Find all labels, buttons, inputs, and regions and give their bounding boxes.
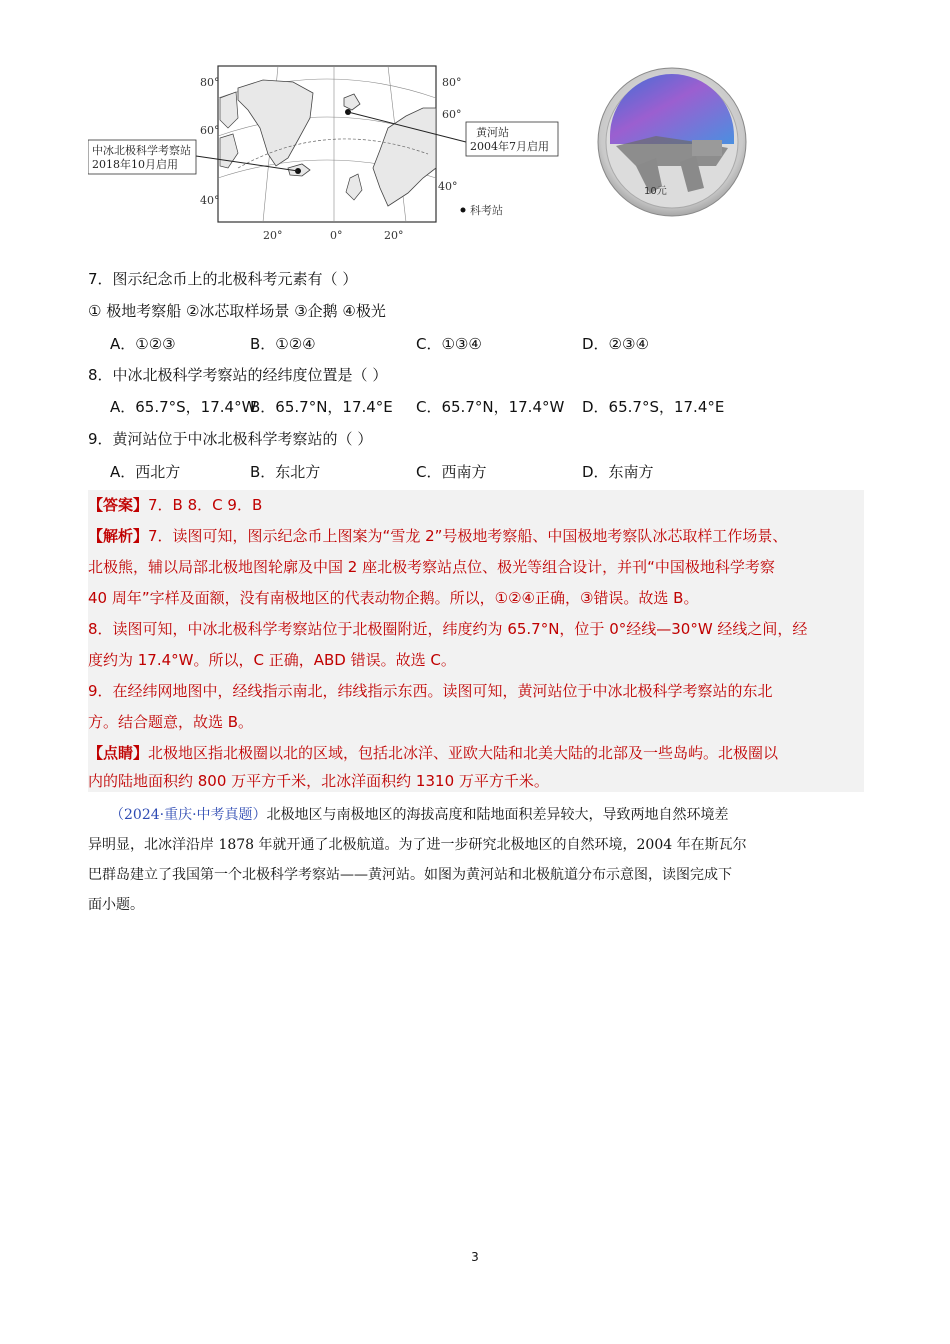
lon-label-20e: 20°: [384, 229, 404, 242]
q7-option-c: C．①③④: [416, 335, 482, 353]
q9-option-c: C．西南方: [416, 463, 487, 481]
coin-denomination: 10元: [644, 186, 667, 197]
passage-source: （2024·重庆·中考真题）: [110, 807, 267, 823]
callout-right-line1: 黄河站: [476, 126, 509, 139]
q9-option-b: B．东北方: [250, 463, 321, 481]
passage-line-3: 巴群岛建立了我国第一个北极科学考察站——黄河站。如图为黄河站和北极航道分布示意图，读图完成下: [88, 867, 732, 883]
callout-left-line2: 2018年10月启用: [92, 158, 178, 171]
page-number: 3: [471, 1250, 479, 1264]
q9-option-d: D．东南方: [582, 463, 654, 481]
lat-label-right-40: 40°: [438, 180, 458, 193]
question-7-sub: ① 极地考察船 ②冰芯取样场景 ③企鹅 ④极光: [88, 302, 386, 320]
passage-line-2: 异明显，北冰洋沿岸 1878 年就开通了北极航道。为了进一步研究北极地区的自然环境，2004 年在斯瓦尔: [88, 837, 747, 853]
lat-label-right-80: 80°: [442, 76, 462, 89]
question-9-stem: 9．黄河站位于中冰北极科学考察站的（ ）: [88, 430, 373, 448]
tip-line-2: 内的陆地面积约 800 万平方千米，北冰洋面积约 1310 万平方千米。: [88, 772, 549, 790]
analysis-line-6: 9．在经纬网地图中，经线指示南北，纬线指示东西。读图可知，黄河站位于中冰北极科学考察站的东北: [88, 682, 773, 700]
lat-label-right-60: 60°: [442, 108, 462, 121]
callout-left-line1: 中冰北极科学考察站: [92, 144, 191, 157]
lon-label-0: 0°: [330, 229, 343, 242]
passage-line-4: 面小题。: [88, 897, 144, 913]
q8-option-d: D．65.7°S，17.4°E: [582, 398, 725, 416]
analysis-text-1: 7．读图可知，图示纪念币上图案为“雪龙 2”号极地考察船、中国极地考察队冰芯取样工作场景、: [148, 527, 788, 545]
commemorative-coin: [596, 66, 748, 218]
figure: [88, 58, 788, 248]
answer-line: [88, 490, 262, 520]
legend-dot: [461, 208, 466, 213]
arctic-map: [88, 58, 568, 248]
answer-tag: 【答案】: [88, 496, 149, 514]
legend-label: 科考站: [470, 204, 503, 217]
answer-text: 7．B 8．C 9．B: [148, 496, 263, 514]
lat-label-left-40: 40°: [200, 194, 220, 207]
answer-analysis-box: [88, 490, 864, 792]
lon-label-20w: 20°: [263, 229, 283, 242]
question-7-stem: 7．图示纪念币上的北极科考元素有（ ）: [88, 270, 358, 288]
tip-line-1: [88, 738, 778, 768]
analysis-line-5: 度约为 17.4°W。所以，C 正确，ABD 错误。故选 C。: [88, 651, 456, 669]
analysis-line-4: 8．读图可知，中冰北极科学考察站位于北极圈附近，纬度约为 65.7°N，位于 0°经线—30°W 经线之间，经: [88, 620, 808, 638]
q7-option-b: B．①②④: [250, 335, 316, 353]
tip-text-1: 北极地区指北极圈以北的区域，包括北冰洋、亚欧大陆和北美大陆的北部及一些岛屿。北极圈以: [148, 744, 779, 762]
analysis-tag: 【解析】: [88, 527, 149, 545]
analysis-line-7: 方。结合题意，故选 B。: [88, 713, 254, 731]
analysis-line-1: [88, 521, 787, 551]
tip-tag: 【点睛】: [88, 744, 149, 762]
q9-option-a: A．西北方: [110, 463, 181, 481]
analysis-line-3: 40 周年”字样及面额，没有南极地区的代表动物企鹅。所以，①②④正确，③错误。故选 B。: [88, 589, 699, 607]
lat-label-left-60: 60°: [200, 124, 220, 137]
passage-line-1: [110, 800, 890, 830]
passage-text-1: 北极地区与南极地区的海拔高度和陆地面积差异较大，导致两地自然环境差: [266, 807, 729, 823]
callout-right-line2: 2004年7月启用: [470, 140, 549, 153]
q7-option-a: A．①②③: [110, 335, 176, 353]
q8-option-a: A．65.7°S，17.4°W: [110, 398, 257, 416]
analysis-line-2: 北极熊，辅以局部北极地图轮廓及中国 2 座北极考察站点位、极光等组合设计，并刊“中国极地科学考察: [88, 558, 775, 576]
q8-option-c: C．65.7°N，17.4°W: [416, 398, 565, 416]
lat-label-left-80: 80°: [200, 76, 220, 89]
q7-option-d: D．②③④: [582, 335, 649, 353]
q8-option-b: B．65.7°N，17.4°E: [250, 398, 393, 416]
question-8-stem: 8．中冰北极科学考察站的经纬度位置是（ ）: [88, 366, 388, 384]
